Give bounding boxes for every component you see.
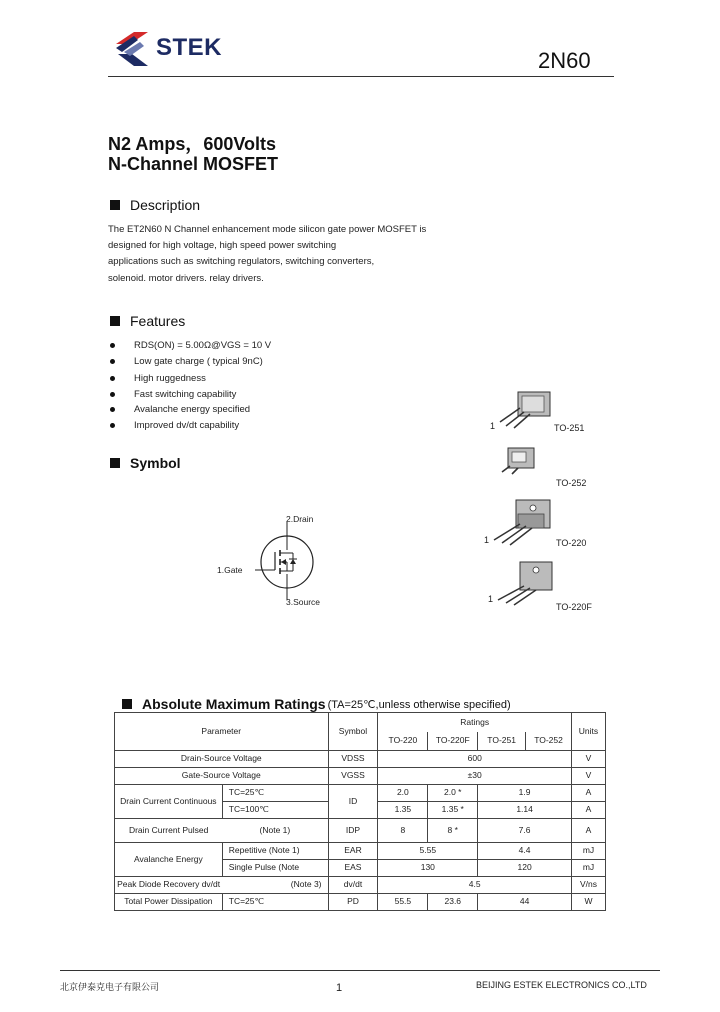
part-number: 2N60 — [538, 48, 591, 73]
square-bullet-icon — [110, 316, 120, 326]
page-number: 1 — [336, 982, 343, 994]
feature-item: Avalanche energy specified — [110, 404, 250, 415]
footer-company-cn: 北京伊泰克电子有限公司 — [60, 982, 160, 992]
mosfet-symbol-icon — [255, 522, 325, 600]
header-to220: TO-220 — [378, 732, 428, 751]
square-bullet-icon — [122, 699, 132, 709]
brand-name: STEK — [156, 34, 223, 61]
features-heading: Features — [110, 313, 185, 329]
description-line: solenoid. motor drivers. relay drivers. — [108, 273, 264, 284]
feature-item: Improved dv/dt capability — [110, 420, 239, 431]
description-line: applications such as switching regulators, switching converters, — [108, 256, 375, 267]
to-252-package-icon — [498, 444, 542, 476]
feature-item: Low gate charge ( typical 9nC) — [110, 356, 263, 367]
square-bullet-icon — [110, 458, 120, 468]
header-to251: TO-251 — [478, 732, 526, 751]
symbol-source-label: 3.Source — [286, 597, 321, 607]
table-row: Gate-Source Voltage VGSS ±30 V — [115, 768, 606, 785]
description-line: designed for high voltage, high speed power switching — [108, 240, 337, 251]
bullet-icon — [110, 392, 115, 397]
feature-item: RDS(ON) = 5.00Ω@VGS = 10 V — [110, 340, 271, 351]
table-row: Peak Diode Recovery dv/dt (Note 3) dv/dt 4.5 V/ns — [115, 877, 606, 894]
symbol-heading: Symbol — [110, 455, 181, 471]
header-units: Units — [571, 713, 605, 751]
symbol-gate-label: 1.Gate — [217, 565, 243, 575]
table-row: Single Pulse (Note EAS 130 120 mJ — [115, 860, 606, 877]
ratings-heading: Absolute Maximum Ratings (TA=25℃,unless otherwise specified) — [122, 696, 511, 712]
header-to220f: TO-220F — [428, 732, 478, 751]
package-pin-label: 1 — [490, 421, 496, 431]
feature-item: Fast switching capability — [110, 389, 236, 400]
table-row: Drain Current Pulsed (Note 1) IDP 8 8 * 7.6 A — [115, 819, 606, 843]
header-parameter: Parameter — [115, 713, 329, 751]
table-row: Drain Current Continuous TC=25℃ ID 2.0 2.0 * 1.9 A — [115, 785, 606, 802]
to-220-package-icon — [490, 498, 556, 546]
bullet-icon — [110, 359, 115, 364]
absolute-maximum-ratings-table — [114, 712, 606, 911]
footer-divider — [60, 970, 660, 971]
bullet-icon — [110, 376, 115, 381]
symbol-drain-label: 2.Drain — [286, 514, 314, 524]
table-row: Drain-Source Voltage VDSS 600 V — [115, 751, 606, 768]
bullet-icon — [110, 423, 115, 428]
description-line: The ET2N60 N Channel enhancement mode silicon gate power MOSFET is — [108, 224, 427, 235]
footer-company-en: BEIJING ESTEK ELECTRONICS CO.,LTD — [476, 980, 647, 990]
bullet-icon — [110, 407, 115, 412]
package-pin-label: 1 — [488, 594, 494, 604]
ratings-condition: (TA=25℃,unless otherwise specified) — [327, 698, 511, 711]
company-logo — [112, 28, 242, 70]
package-label: TO-251 — [554, 423, 585, 433]
header-divider — [108, 76, 614, 77]
to-251-package-icon — [496, 388, 556, 436]
bullet-icon — [110, 343, 115, 348]
table-row: Avalanche Energy Repetitive (Note 1) EAR 5.55 4.4 mJ — [115, 843, 606, 860]
header-to252: TO-252 — [526, 732, 572, 751]
header-symbol: Symbol — [328, 713, 378, 751]
description-heading: Description — [110, 197, 200, 213]
package-label: TO-220 — [556, 538, 587, 548]
logo-mark-icon — [112, 28, 154, 70]
package-pin-label: 1 — [484, 535, 490, 545]
square-bullet-icon — [110, 200, 120, 210]
table-header-row — [115, 713, 606, 732]
title-line-2: N-Channel MOSFET — [108, 154, 278, 174]
feature-item: High ruggedness — [110, 373, 206, 384]
table-row: Total Power Dissipation TC=25℃ PD 55.5 23.6 44 W — [115, 894, 606, 911]
package-label: TO-252 — [556, 478, 587, 488]
header-ratings: Ratings — [378, 713, 572, 732]
package-label: TO-220F — [556, 602, 592, 612]
title-line-1: N2 Amps，600Volts — [108, 134, 277, 154]
table-row: TC=100℃ 1.35 1.35 * 1.14 A — [115, 802, 606, 819]
to-220f-package-icon — [494, 560, 558, 606]
